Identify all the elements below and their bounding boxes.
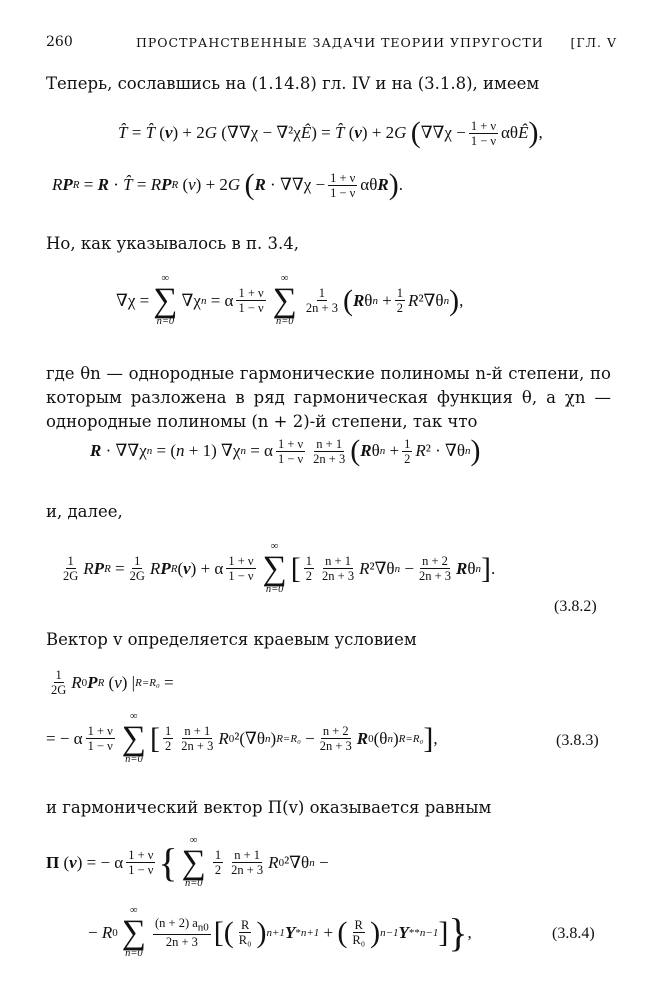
equation-number-3-8-3: (3.8.3) [556,732,599,749]
equation-grad-chi: ∇χ = ∞ ∑ n=0 ∇χ n = α $\frac{1 + \nu}{1 - \nu}$ ∞ ∑ n=0 $\frac{1}{2n + 3}$ ( R θ n + $\frac{1}{2}$ R ²∇θ n ) , [116,273,464,327]
chapter-label: [ГЛ. V [570,35,617,50]
equation-r-grad-grad-chi: R · ∇∇χ n = ( n + 1) ∇χ n = α $\frac{1 + \nu}{1 - \nu}$ $\frac{n + 1}{2n + 3}$ ( R θ n + $\frac{1}{2}$ R ² · ∇θ n ) [90,434,481,467]
equation-3-8-4-line1: Π ( v ) = − α $\frac{1 + \nu}{1 - \nu}$ { ∞ ∑ n=0 $\frac{1}{2}$ $\frac{n + 1}{2n + 3}$ R 0 ²∇θ n − [46,835,329,889]
page-number: 260 [46,34,73,50]
equation-3-8-3-line1: $\frac{1}{2G}$ R 0 P R ( v ) | R=R₀ = [51,668,174,697]
paragraph-boundary-condition: Вектор v определяется краевым условием [46,630,417,649]
equation-3-8-3-line2: = − α $\frac{1 + \nu}{1 - \nu}$ ∞ ∑ n=0 [ $\frac{1}{2}$ $\frac{n + 1}{2n + 3}$ R 0 ²(∇θ n ) R=R₀ − $\frac{n + 2}{2n + 3}$ R 0 (θ n ) R=R₀ ] , [46,711,438,765]
running-title: ПРОСТРАНСТВЕННЫЕ ЗАДАЧИ ТЕОРИИ УПРУГОСТИ [136,35,544,50]
paragraph-intro: Теперь, сославшись на (1.14.8) гл. IV и на (3.1.8), имеем [46,74,540,93]
equation-surface-force: R P R = R · T̂ = R P R ( v ) + 2 G ( R · ∇∇χ − $\frac{1 + \nu}{1 - \nu}$ αθ R ) . [52,168,403,201]
paragraph-harmonic-polynomials: где θn — однородные гармонические полиномы n-й степени, по которым разложена в ряд гармоническая функция θ, а χn — однородные полиномы (n + 2)-й степени, так что [46,364,611,431]
paragraph-harmonic-vector: и гармонический вектор Π(v) оказывается равным [46,798,492,817]
equation-3-8-2: $\frac{1}{2G}$ R P R = $\frac{1}{2G}$ R P R ( v ) + α $\frac{1 + \nu}{1 - \nu}$ ∞ ∑ n=0 [ $\frac{1}{2}$ $\frac{n + 1}{2n + 3}$ R ²∇θ n − $\frac{n + 2}{2n + 3}$ R θ n ] . [63,541,496,595]
equation-number-3-8-2: (3.8.2) [554,598,597,615]
paragraph-further: и, далее, [46,502,123,521]
paragraph-recall: Но, как указывалось в п. 3.4, [46,234,300,253]
equation-number-3-8-4: (3.8.4) [552,925,595,942]
equation-3-8-4-line2: − R 0 ∞ ∑ n=0 $\frac{(n + 2) a_{n0}}{2n + 3}$ [ ( $\frac{R}{\text{R₀}}$ ) n+1 Y * n+1 + ( $\frac{R}{\text{R₀}}$ ) n−1 Y ** n−1 ] } , [88,905,472,959]
running-header [46,34,617,54]
equation-stress-tensor: T̂ = T̂ ( v ) + 2 G (∇∇χ − ∇²χ Ê ) = T̂ ( v ) + 2 G ( ∇∇χ − $\frac{1 + \nu}{1 - \nu}$ αθ Ê ) , [118,116,543,149]
